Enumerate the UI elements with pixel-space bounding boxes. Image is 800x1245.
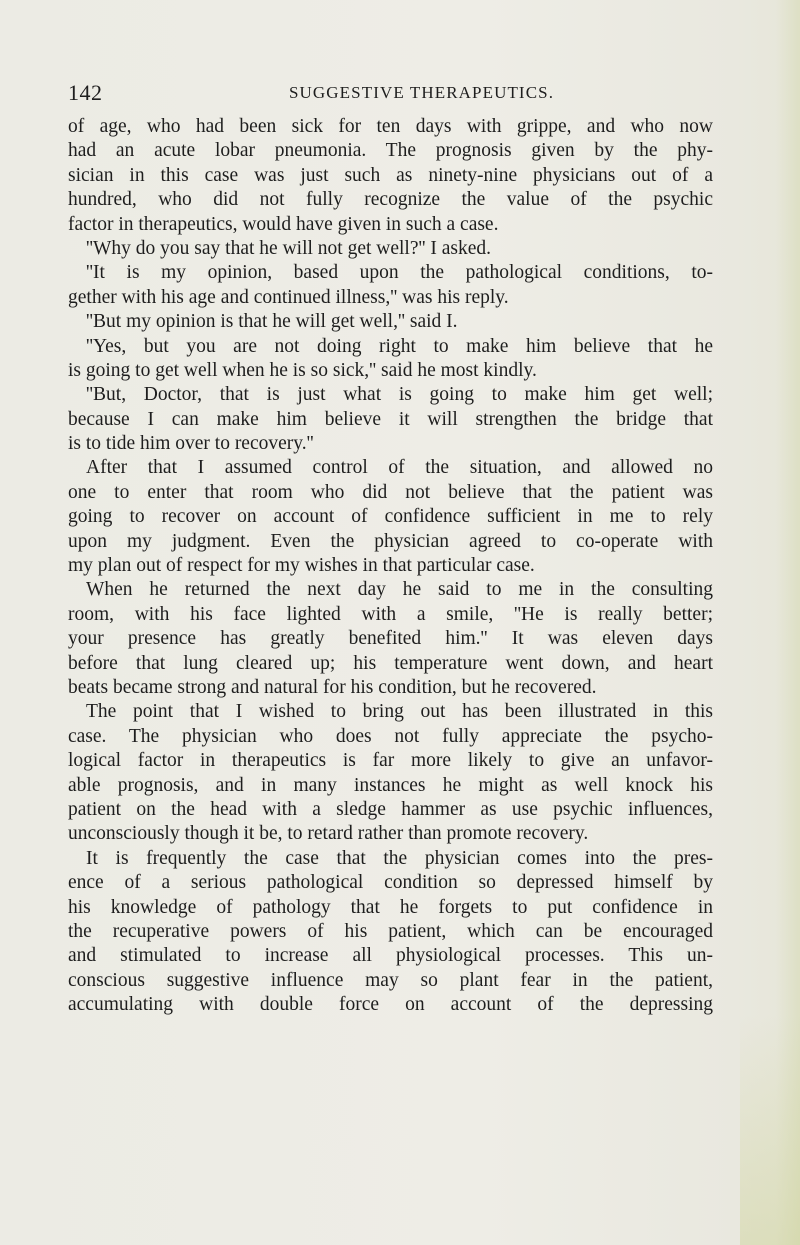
text-line: and stimulated to increase all physiological processes. This un- [68, 945, 713, 967]
text-line: my plan out of respect for my wishes in that particular case. [68, 555, 535, 577]
text-line: able prognosis, and in many instances he might as well knock his [68, 774, 713, 796]
text-line: gether with his age and continued illness,'' was his reply. [68, 286, 509, 308]
text-line: unconsciously though it be, to retard rather than promote recovery. [68, 823, 589, 845]
text-line: going to recover on account of confidence sufficient in me to rely [68, 506, 713, 528]
text-line: your presence has greatly benefited him.'' It was eleven days [68, 628, 713, 650]
text-line: After that I assumed control of the situation, and allowed no [86, 457, 713, 479]
text-line: room, with his face lighted with a smile, ''He is really better; [68, 603, 713, 625]
text-line: ''Why do you say that he will not get well?'' I asked. [86, 237, 492, 259]
text-line: accumulating with double force on account of the depressing [68, 994, 713, 1016]
text-line: his knowledge of pathology that he forgets to put confidence in [68, 896, 713, 918]
text-line: It is frequently the case that the physician comes into the pres- [86, 847, 713, 869]
text-line: ''Yes, but you are not doing right to make him believe that he [86, 335, 713, 357]
text-line: When he returned the next day he said to me in the consulting [86, 579, 713, 601]
text-line: one to enter that room who did not believe that the patient was [68, 481, 713, 503]
text-line: factor in therapeutics, would have given in such a case. [68, 213, 499, 235]
text-line: logical factor in therapeutics is far more likely to give an unfavor- [68, 750, 713, 772]
text-line: the recuperative powers of his patient, which can be encouraged [68, 920, 713, 942]
text-line: sician in this case was just such as ninety-nine physicians out of a [68, 164, 713, 186]
page-corner-discoloration [740, 1015, 800, 1245]
body-text [68, 115, 713, 1017]
running-head: SUGGESTIVE THERAPEUTICS. [289, 83, 555, 102]
text-line: of age, who had been sick for ten days with grippe, and who now [68, 116, 713, 137]
text-line: ence of a serious pathological condition so depressed himself by [68, 872, 713, 894]
text-line: before that lung cleared up; his temperature went down, and heart [68, 652, 713, 674]
text-line: The point that I wished to bring out has been illustrated in this [86, 701, 713, 723]
text-line: is to tide him over to recovery.'' [68, 433, 314, 455]
text-line: hundred, who did not fully recognize the value of the psychic [68, 189, 713, 211]
text-line: upon my judgment. Even the physician agreed to co-operate with [68, 530, 713, 552]
text-line: because I can make him believe it will strengthen the bridge that [68, 408, 713, 430]
page-header [68, 80, 708, 110]
text-line: ''It is my opinion, based upon the pathological conditions, to- [86, 262, 713, 284]
text-line: case. The physician who does not fully appreciate the psycho- [68, 725, 713, 747]
text-line: conscious suggestive influence may so plant fear in the patient, [68, 969, 713, 991]
page-number: 142 [68, 80, 103, 105]
text-line: is going to get well when he is so sick,'' said he most kindly. [68, 359, 537, 381]
text-line: ''But my opinion is that he will get well,'' said I. [86, 311, 458, 333]
text-line: patient on the head with a sledge hammer as use psychic influences, [68, 798, 713, 820]
text-line: had an acute lobar pneumonia. The prognosis given by the phy- [68, 140, 713, 162]
text-line: beats became strong and natural for his condition, but he recovered. [68, 676, 597, 698]
text-line: ''But, Doctor, that is just what is going to make him get well; [86, 384, 713, 406]
